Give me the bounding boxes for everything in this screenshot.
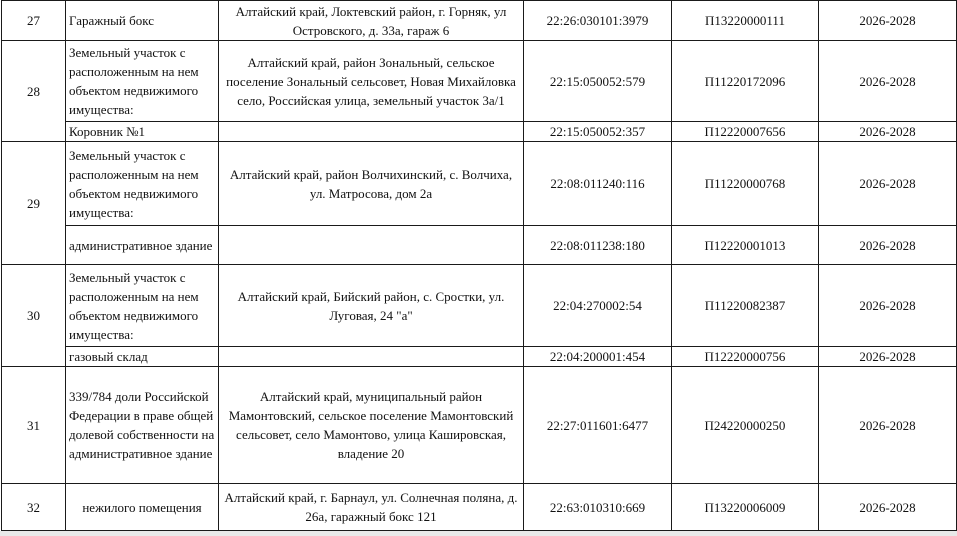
object-name: административное здание bbox=[66, 226, 219, 265]
object-name: Земельный участок с расположенным на нем объектом недвижимого имущества: bbox=[66, 142, 219, 226]
object-name: 339/784 доли Российской Федерации в праве общей долевой собственности на административное здание bbox=[66, 367, 219, 484]
table-row bbox=[2, 122, 957, 142]
registry-number: П13220000111 bbox=[672, 1, 819, 41]
row-number: 28 bbox=[2, 41, 66, 142]
row-number: 27 bbox=[2, 1, 66, 41]
row-number: 29 bbox=[2, 142, 66, 265]
object-name: газовый склад bbox=[66, 347, 219, 367]
object-address: Алтайский край, район Зональный, сельское поселение Зональный сельсовет, Новая Михайловка село, Российская улица, земельный участок 3а/1 bbox=[219, 41, 524, 122]
table-row bbox=[2, 484, 957, 531]
period: 2026-2028 bbox=[819, 226, 957, 265]
object-address: Алтайский край, район Волчихинский, с. Волчиха, ул. Матросова, дом 2а bbox=[219, 142, 524, 226]
row-number: 32 bbox=[2, 484, 66, 531]
registry-number: П12220007656 bbox=[672, 122, 819, 142]
object-name: нежилого помещения bbox=[66, 484, 219, 531]
object-address bbox=[219, 122, 524, 142]
object-name: Гаражный бокс bbox=[66, 1, 219, 41]
table-row bbox=[2, 41, 957, 122]
row-number: 31 bbox=[2, 367, 66, 484]
registry-number: П11220000768 bbox=[672, 142, 819, 226]
object-address bbox=[219, 347, 524, 367]
table-row bbox=[2, 265, 957, 347]
period: 2026-2028 bbox=[819, 265, 957, 347]
registry-number: П11220172096 bbox=[672, 41, 819, 122]
cadastral-number: 22:08:011238:180 bbox=[524, 226, 672, 265]
object-name: Земельный участок с расположенным на нем объектом недвижимого имущества: bbox=[66, 265, 219, 347]
object-name: Земельный участок с расположенным на нем объектом недвижимого имущества: bbox=[66, 41, 219, 122]
object-address bbox=[219, 226, 524, 265]
registry-number: П12220000756 bbox=[672, 347, 819, 367]
registry-number: П13220006009 bbox=[672, 484, 819, 531]
cadastral-number: 22:27:011601:6477 bbox=[524, 367, 672, 484]
registry-number: П11220082387 bbox=[672, 265, 819, 347]
table-row bbox=[2, 367, 957, 484]
row-number: 30 bbox=[2, 265, 66, 367]
table-body bbox=[2, 1, 957, 531]
cadastral-number: 22:15:050052:357 bbox=[524, 122, 672, 142]
cadastral-number: 22:04:270002:54 bbox=[524, 265, 672, 347]
registry-number: П12220001013 bbox=[672, 226, 819, 265]
cadastral-number: 22:04:200001:454 bbox=[524, 347, 672, 367]
table-row bbox=[2, 1, 957, 41]
period: 2026-2028 bbox=[819, 347, 957, 367]
object-address: Алтайский край, муниципальный район Мамонтовский, сельское поселение Мамонтовский сельсовет, село Мамонтово, улица Кашировская, владение 20 bbox=[219, 367, 524, 484]
table-row bbox=[2, 347, 957, 367]
cadastral-number: 22:08:011240:116 bbox=[524, 142, 672, 226]
cadastral-number: 22:63:010310:669 bbox=[524, 484, 672, 531]
registry-number: П24220000250 bbox=[672, 367, 819, 484]
object-address: Алтайский край, Локтевский район, г. Горняк, ул Островского, д. 33а, гараж 6 bbox=[219, 1, 524, 41]
property-registry-table bbox=[1, 0, 957, 531]
object-name: Коровник №1 bbox=[66, 122, 219, 142]
object-address: Алтайский край, г. Барнаул, ул. Солнечная поляна, д. 26а, гаражный бокс 121 bbox=[219, 484, 524, 531]
period: 2026-2028 bbox=[819, 1, 957, 41]
period: 2026-2028 bbox=[819, 142, 957, 226]
period: 2026-2028 bbox=[819, 122, 957, 142]
cadastral-number: 22:15:050052:579 bbox=[524, 41, 672, 122]
period: 2026-2028 bbox=[819, 41, 957, 122]
table-row bbox=[2, 142, 957, 226]
period: 2026-2028 bbox=[819, 484, 957, 531]
page-bottom-edge bbox=[0, 531, 957, 536]
cadastral-number: 22:26:030101:3979 bbox=[524, 1, 672, 41]
table-row bbox=[2, 226, 957, 265]
object-address: Алтайский край, Бийский район, с. Сростки, ул. Луговая, 24 "а" bbox=[219, 265, 524, 347]
period: 2026-2028 bbox=[819, 367, 957, 484]
